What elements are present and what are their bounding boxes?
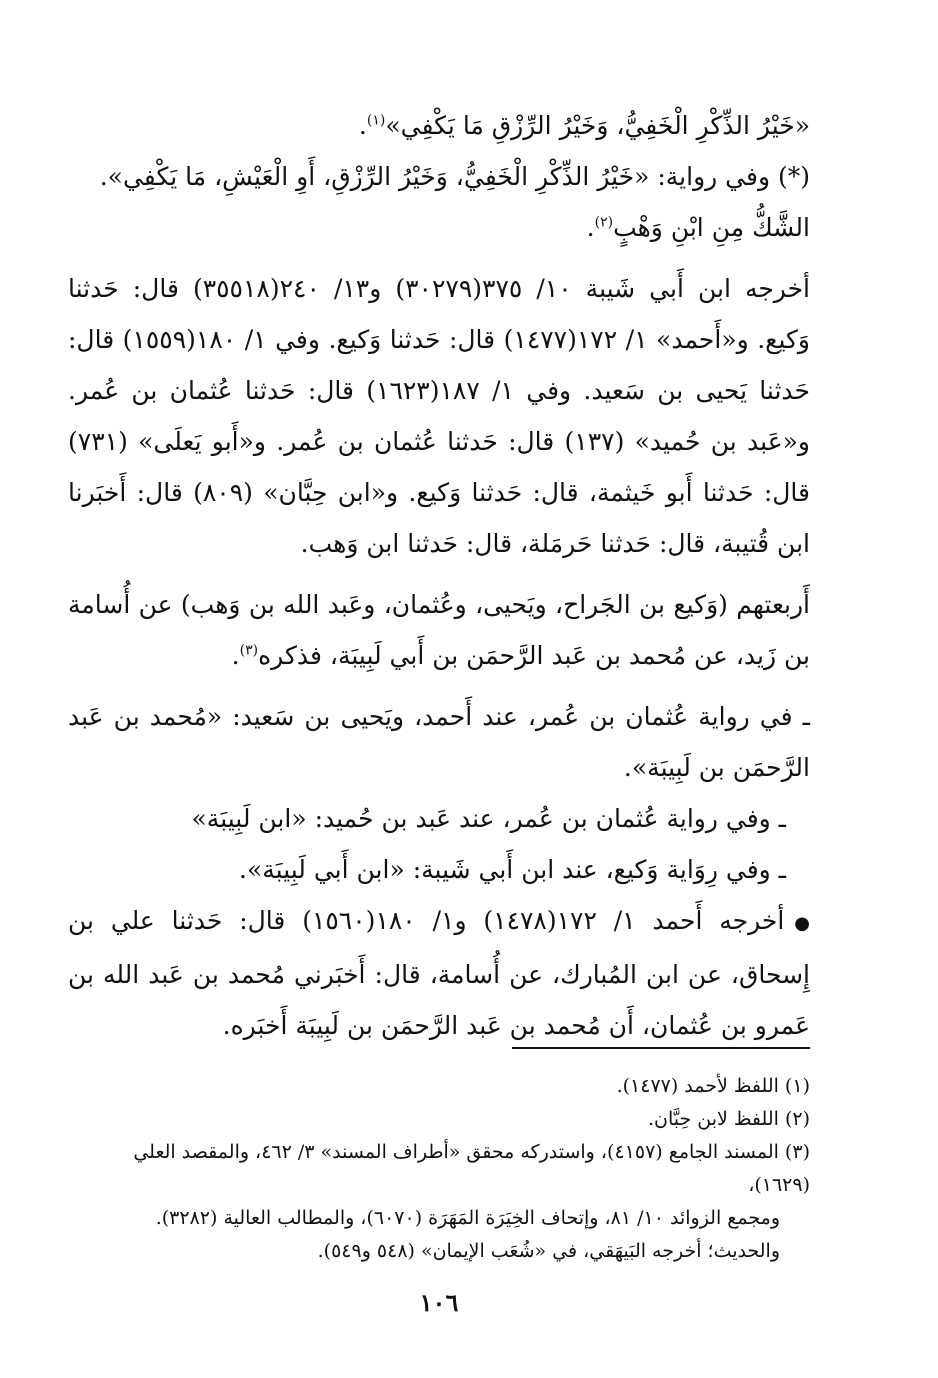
footnote-ref-3[interactable]: (٣) [239, 642, 259, 659]
hadith-text [68, 100, 810, 151]
main-text [68, 100, 810, 1051]
footnote-3-line-2: ومجمع الزوائد ١٠/ ٨١، وإتحاف الخِيَرَة المَهَرَة (٦٠٧٠)، والمطالب العالية (٣٢٨٢). [155, 1207, 780, 1229]
footnote-3-line-3: والحديث؛ أخرجه البَيهَقي، في «شُعَب الإيمان» (٥٤٨ و٥٤٩). [317, 1240, 780, 1262]
alternate-narration [68, 151, 810, 253]
doubt-note: الشَّكُّ مِنِ ابْنِ وَهْبٍ [613, 213, 810, 242]
narrators-paragraph-end: . [231, 641, 240, 670]
hadith-text-end: . [358, 111, 367, 140]
footnote-separator [512, 1047, 810, 1049]
footnote-1: (١) اللفظ لأحمد (١٤٧٧). [616, 1075, 810, 1097]
footnotes [68, 1070, 810, 1268]
narrators-paragraph [68, 579, 810, 681]
footnote-3: (٣) المسند الجامع (٤١٥٧)، واستدركه محقق «أطراف المسند» ٣/ ٤٦٢، والمقصد العلي (١٦٢٩)، [133, 1141, 810, 1196]
variant-note-1: ـ في رواية عُثمان بن عُمر، عند أَحمد، ويَحيى بن سَعيد: «مُحمد بن عَبد الرَّحمَن بن لَبِيبَة». [68, 702, 810, 782]
doubt-note-end: . [586, 213, 595, 242]
book-page [68, 100, 810, 1318]
page-number: ١٠٦ [419, 1288, 459, 1317]
bullet-icon: ● [794, 913, 811, 934]
second-takhrij-body: أخرجه أَحمد ١/ ١٧٢(١٤٧٨) و١/ ١٨٠(١٥٦٠) قال: حَدثنا علي بن إِسحاق، عن ابن المُبارك، عن أُسامة، قال: أَخبَرني مُحمد بن عَبد الله بن عَمرو بن عُثمان، أَن مُحمد بن عَبد الرَّحمَن بن لَبِيبَة أَخبَره. [68, 906, 810, 1040]
alternate-narration-body: (*) وفي رواية: «خَيْرُ الذِّكْرِ الْخَفِيُّ، وَخَيْرُ الرِّزْقِ، أَوِ الْعَيْشِ، مَا يَكْفِي». [99, 162, 810, 191]
footnote-2: (٢) اللفظ لابن حِبَّان. [647, 1108, 810, 1130]
variant-note-2: ـ وفي رواية عُثمان بن عُمر، عند عَبد بن حُميد: «ابن لَبِيبَة» [191, 804, 786, 833]
variant-note-3: ـ وفي رِوَاية وَكيع، عند ابن أَبي شَيبة: «ابن أَبي لَبِيبَة». [239, 855, 786, 884]
footnote-ref-2[interactable]: (٢) [594, 214, 614, 231]
hadith-text-body: «خَيْرُ الذِّكْرِ الْخَفِيُّ، وَخَيْرُ الرِّزْقِ مَا يَكْفِي» [385, 111, 810, 140]
narrators-paragraph-body: أَربعتهم (وَكيع بن الجَراح، ويَحيى، وعُثمان، وعَبد الله بن وَهب) عن أُسامة بن زَيد، عن مُحمد بن عَبد الرَّحمَن بن أَبي لَبِيبَة، فذكره [68, 590, 810, 670]
second-takhrij-paragraph [68, 895, 810, 1051]
footnote-ref-1[interactable]: (١) [366, 112, 386, 129]
takhrij-paragraph: أخرجه ابن أَبي شَيبة ١٠/ ٣٧٥(٣٠٢٧٩) و١٣/ ٢٤٠(٣٥٥١٨) قال: حَدثنا وَكيع. و«أَحمد» ١/ ١٧٢(١٤٧٧) قال: حَدثنا وَكيع. وفي ١/ ١٨٠(١٥٥٩) قال: حَدثنا يَحيى بن سَعيد. وفي ١/ ١٨٧(١٦٢٣) قال: حَدثنا عُثمان بن عُمر. و«عَبد بن حُميد» (١٣٧) قال: حَدثنا عُثمان بن عُمر. و«أَبو يَعلَى» (٧٣١) قال: حَدثنا أَبو خَيثمة، قال: حَدثنا وَكيع. و«ابن حِبَّان» (٨٠٩) قال: أَخبَرنا ابن قُتيبة، قال: حَدثنا حَرمَلة، قال: حَدثنا ابن وَهب. [68, 274, 811, 558]
